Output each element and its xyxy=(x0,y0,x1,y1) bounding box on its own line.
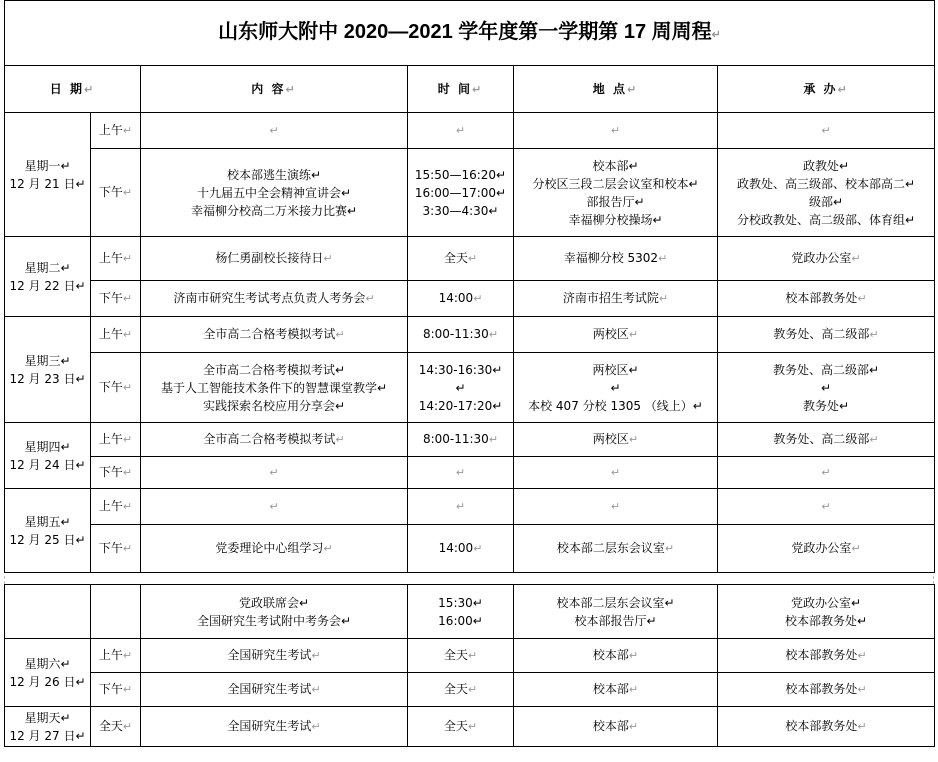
cell-text: 全天 xyxy=(98,719,123,733)
page-title xyxy=(5,1,935,66)
content-cell xyxy=(141,317,408,353)
table-row xyxy=(5,353,935,423)
time-cell xyxy=(408,489,514,525)
cell-text: 上午 xyxy=(98,648,123,662)
host-cell xyxy=(718,353,935,423)
host-cell xyxy=(718,525,935,573)
schedule-table-top xyxy=(4,0,935,573)
day-name: 星期二↵ xyxy=(24,260,71,275)
host-cell xyxy=(718,457,935,489)
cell-text: 杨仁勇副校长接待日 xyxy=(215,251,324,265)
para-mark: ↵ xyxy=(311,683,321,696)
period-cell xyxy=(91,237,141,281)
content-cell xyxy=(141,639,408,673)
para-mark: ↵ xyxy=(455,500,466,513)
host-cell xyxy=(718,281,935,317)
cell-text: 校本部教务处 xyxy=(785,648,858,662)
para-mark: ↵ xyxy=(610,124,621,137)
para-mark: ↵ xyxy=(122,500,133,513)
day-name: 星期天↵ xyxy=(24,710,71,725)
day-name: 星期三↵ xyxy=(24,353,71,368)
time-cell xyxy=(408,423,514,457)
time-cell xyxy=(408,525,514,573)
cell-text: 下午 xyxy=(98,291,123,305)
time-cell xyxy=(408,707,514,747)
day-name: 星期六↵ xyxy=(24,656,71,671)
time-cell xyxy=(408,353,514,423)
cell-line: 校本部二层东会议室↵ xyxy=(556,595,675,610)
place-cell xyxy=(514,585,718,639)
cell-text: 教务处、高二级部 xyxy=(773,327,870,341)
table-row xyxy=(5,525,935,573)
para-mark: ↵ xyxy=(869,328,879,341)
day-name: 星期四↵ xyxy=(24,439,71,454)
period-cell xyxy=(91,707,141,747)
cell-line: 党政办公室↵ xyxy=(790,595,862,610)
para-mark: ↵ xyxy=(122,542,133,555)
para-mark: ↵ xyxy=(122,683,133,696)
content-cell xyxy=(141,489,408,525)
para-mark: ↵ xyxy=(269,466,279,479)
table-row xyxy=(5,149,935,237)
cell-line: 实践探索名校应用分享会↵ xyxy=(202,398,346,413)
period-cell xyxy=(91,113,141,149)
cell-text: 上午 xyxy=(98,499,123,513)
para-mark: ↵ xyxy=(658,252,668,265)
host-cell xyxy=(718,317,935,353)
place-cell xyxy=(514,237,718,281)
table-row xyxy=(5,489,935,525)
para-mark: ↵ xyxy=(455,124,466,137)
para-mark: ↵ xyxy=(323,542,333,555)
content-cell xyxy=(141,149,408,237)
host-cell xyxy=(718,489,935,525)
day-cell xyxy=(5,423,91,489)
cell-line: 15:30↵ xyxy=(438,595,483,610)
day-date: 12 月 23 日↵ xyxy=(9,371,86,386)
cell-text: 下午 xyxy=(98,465,123,479)
para-mark: ↵ xyxy=(122,433,133,446)
cell-line: 级部↵ xyxy=(808,194,844,209)
cell-text: 全天 xyxy=(443,719,468,733)
table-row xyxy=(5,237,935,281)
period-cell xyxy=(91,673,141,707)
cell-line: 基于人工智能技术条件下的智慧课堂教学↵ xyxy=(160,380,388,395)
cell-line: 十九届五中全会精神宣讲会↵ xyxy=(196,185,352,200)
cell-line: 幸福柳分校操场↵ xyxy=(568,212,663,227)
para-mark: ↵ xyxy=(365,292,375,305)
cell-line: 教务处↵ xyxy=(802,398,850,413)
content-cell xyxy=(141,585,408,639)
cell-line: 15:50—16:20↵ xyxy=(414,167,507,182)
day-date: 12 月 21 日↵ xyxy=(9,176,86,191)
cell-line: 部报告厅↵ xyxy=(586,194,645,209)
day-cell xyxy=(5,237,91,317)
cell-line: 分校政教处、高二级部、体育组↵ xyxy=(736,212,916,227)
cell-text: 党政办公室 xyxy=(791,251,852,265)
cell-text: 全天 xyxy=(443,682,468,696)
period-cell xyxy=(91,317,141,353)
para-mark: ↵ xyxy=(335,328,345,341)
title-text: 山东师大附中 2020—2021 学年度第一学期第 17 周周程 xyxy=(218,20,712,43)
cell-text: 全国研究生考试 xyxy=(227,648,312,662)
place-cell xyxy=(514,317,718,353)
para-mark: ↵ xyxy=(467,252,478,265)
header-content: 内 容↵ xyxy=(141,66,408,113)
cell-text: 下午 xyxy=(98,380,123,394)
table-row xyxy=(5,317,935,353)
para-mark: ↵ xyxy=(122,720,133,733)
period-cell xyxy=(91,353,141,423)
para-mark: ↵ xyxy=(467,649,478,662)
para-mark: ↵ xyxy=(488,433,499,446)
period-cell xyxy=(91,489,141,525)
cell-line: 校本部报告厅↵ xyxy=(574,613,657,628)
place-cell xyxy=(514,707,718,747)
day-cell xyxy=(5,585,91,639)
table-row xyxy=(5,707,935,747)
table-row xyxy=(5,673,935,707)
header-time: 时 间↵ xyxy=(408,66,514,113)
cell-text: 党委理论中心组学习 xyxy=(215,541,324,555)
cell-text: 上午 xyxy=(98,327,123,341)
para-mark: ↵ xyxy=(658,292,669,305)
para-mark: ↵ xyxy=(628,683,639,696)
para-mark: ↵ xyxy=(628,720,639,733)
para-mark: ↵ xyxy=(488,328,499,341)
time-cell xyxy=(408,317,514,353)
cell-line: 幸福柳分校高二万米接力比赛↵ xyxy=(190,203,358,218)
day-date: 12 月 27 日↵ xyxy=(9,728,86,743)
content-cell xyxy=(141,113,408,149)
cell-text: 校本部教务处 xyxy=(785,682,858,696)
para-mark: ↵ xyxy=(467,683,478,696)
place-cell xyxy=(514,281,718,317)
cell-text: 全天 xyxy=(443,251,468,265)
cell-text: 全市高二合格考模拟考试 xyxy=(203,432,336,446)
cell-line: 校本部↵ xyxy=(592,158,639,173)
cell-text: 全国研究生考试 xyxy=(227,682,312,696)
para-mark: ↵ xyxy=(857,292,867,305)
para-mark: ↵ xyxy=(311,649,321,662)
para-mark: ↵ xyxy=(122,252,133,265)
cell-text: 8:00-11:30 xyxy=(422,327,489,341)
cell-line: ↵ xyxy=(820,380,832,395)
para-mark: ↵ xyxy=(628,328,639,341)
para-mark: ↵ xyxy=(857,720,867,733)
para-mark: ↵ xyxy=(610,500,621,513)
cell-text: 校本部 xyxy=(592,682,629,696)
cell-text: 校本部 xyxy=(592,648,629,662)
cell-text: 教务处、高二级部 xyxy=(773,432,870,446)
content-cell xyxy=(141,457,408,489)
place-cell xyxy=(514,149,718,237)
time-cell xyxy=(408,457,514,489)
cell-line: 两校区↵ xyxy=(592,362,639,377)
cell-line: 政教处、高三级部、校本部高二↵ xyxy=(736,176,916,191)
content-cell xyxy=(141,707,408,747)
host-cell xyxy=(718,639,935,673)
cell-text: 两校区 xyxy=(592,327,629,341)
cell-line: 分校区三段二层会议室和校本↵ xyxy=(532,176,699,191)
day-date: 12 月 24 日↵ xyxy=(9,457,86,472)
content-cell xyxy=(141,673,408,707)
para-mark: ↵ xyxy=(821,466,831,479)
page-break xyxy=(4,576,934,584)
para-mark: ↵ xyxy=(628,649,639,662)
place-cell xyxy=(514,639,718,673)
para-mark: ↵ xyxy=(664,542,675,555)
day-name: 星期五↵ xyxy=(24,514,71,529)
place-cell xyxy=(514,489,718,525)
place-cell xyxy=(514,525,718,573)
cell-text: 两校区 xyxy=(592,432,629,446)
cell-line: 16:00↵ xyxy=(438,613,483,628)
para-mark: ↵ xyxy=(473,542,483,555)
day-date: 12 月 22 日↵ xyxy=(9,278,86,293)
time-cell xyxy=(408,585,514,639)
table-row xyxy=(5,113,935,149)
cell-text: 济南市招生考试院 xyxy=(562,291,659,305)
cell-line: 本校 407 分校 1305 （线上）↵ xyxy=(528,398,703,413)
period-cell xyxy=(91,423,141,457)
table-row xyxy=(5,423,935,457)
content-cell xyxy=(141,423,408,457)
day-cell xyxy=(5,707,91,747)
para-mark: ↵ xyxy=(122,466,133,479)
table-row xyxy=(5,281,935,317)
host-cell xyxy=(718,423,935,457)
content-cell xyxy=(141,281,408,317)
cell-line: ↵ xyxy=(610,380,621,395)
para-mark: ↵ xyxy=(821,124,831,137)
place-cell xyxy=(514,113,718,149)
cell-text: 14:00 xyxy=(438,541,474,555)
day-date: 12 月 26 日↵ xyxy=(9,674,86,689)
para-mark: ↵ xyxy=(122,381,133,394)
cell-text: 校本部教务处 xyxy=(785,291,858,305)
cell-text: 下午 xyxy=(98,541,123,555)
cell-text: 全天 xyxy=(443,648,468,662)
cell-line: 党政联席会↵ xyxy=(238,595,310,610)
header-host: 承 办↵ xyxy=(718,66,935,113)
content-cell xyxy=(141,525,408,573)
cell-line: 全市高二合格考模拟考试↵ xyxy=(202,362,346,377)
day-cell xyxy=(5,489,91,573)
cell-line: 14:20-17:20↵ xyxy=(418,398,503,413)
cell-text: 上午 xyxy=(98,123,123,137)
cell-text: 幸福柳分校 5302 xyxy=(563,251,659,265)
para-mark: ↵ xyxy=(473,292,483,305)
day-date: 12 月 25 日↵ xyxy=(9,532,86,547)
para-mark: ↵ xyxy=(628,433,639,446)
para-mark: ↵ xyxy=(857,683,867,696)
para-mark: ↵ xyxy=(335,433,345,446)
para-mark: ↵ xyxy=(269,124,279,137)
day-cell xyxy=(5,639,91,707)
cell-text: 上午 xyxy=(98,251,123,265)
para-mark: ↵ xyxy=(122,328,133,341)
place-cell xyxy=(514,673,718,707)
place-cell xyxy=(514,423,718,457)
content-cell xyxy=(141,237,408,281)
table-row xyxy=(5,585,935,639)
host-cell xyxy=(718,149,935,237)
para-mark: ↵ xyxy=(610,466,621,479)
schedule-table-bottom xyxy=(4,584,935,747)
day-cell xyxy=(5,113,91,237)
para-mark: ↵ xyxy=(122,124,133,137)
period-cell xyxy=(91,585,141,639)
cell-text: 济南市研究生考试考点负责人考务会 xyxy=(173,291,366,305)
para-mark: ↵ xyxy=(821,500,831,513)
para-mark: ↵ xyxy=(122,292,133,305)
period-cell xyxy=(91,457,141,489)
para-mark: ↵ xyxy=(711,28,721,41)
cell-text: 上午 xyxy=(98,432,123,446)
para-mark: ↵ xyxy=(869,433,879,446)
period-cell xyxy=(91,639,141,673)
host-cell xyxy=(718,585,935,639)
para-mark: ↵ xyxy=(467,720,478,733)
para-mark: ↵ xyxy=(269,500,279,513)
para-mark: ↵ xyxy=(311,720,321,733)
cell-line: 14:30-16:30↵ xyxy=(418,362,503,377)
place-cell xyxy=(514,353,718,423)
cell-line: 校本部逃生演练↵ xyxy=(226,167,322,182)
cell-text: 校本部二层东会议室 xyxy=(556,541,665,555)
cell-line: ↵ xyxy=(455,380,466,395)
table-row xyxy=(5,639,935,673)
place-cell xyxy=(514,457,718,489)
header-date: 日 期↵ xyxy=(5,66,141,113)
host-cell xyxy=(718,237,935,281)
host-cell xyxy=(718,113,935,149)
period-cell xyxy=(91,149,141,237)
para-mark: ↵ xyxy=(122,649,133,662)
cell-line: 校本部教务处↵ xyxy=(784,613,868,628)
period-cell xyxy=(91,281,141,317)
time-cell xyxy=(408,149,514,237)
time-cell xyxy=(408,673,514,707)
cell-text: 8:00-11:30 xyxy=(422,432,489,446)
cell-text: 全市高二合格考模拟考试 xyxy=(203,327,336,341)
time-cell xyxy=(408,237,514,281)
para-mark: ↵ xyxy=(857,649,867,662)
cell-text: 全国研究生考试 xyxy=(227,719,312,733)
para-mark: ↵ xyxy=(455,466,466,479)
time-cell xyxy=(408,281,514,317)
day-name: 星期一↵ xyxy=(24,158,71,173)
para-mark: ↵ xyxy=(851,252,861,265)
time-cell xyxy=(408,639,514,673)
time-cell xyxy=(408,113,514,149)
content-cell xyxy=(141,353,408,423)
cell-line: 16:00—17:00↵ xyxy=(414,185,507,200)
day-cell xyxy=(5,317,91,423)
cell-text: 下午 xyxy=(98,185,123,199)
para-mark: ↵ xyxy=(122,186,133,199)
cell-text: 校本部 xyxy=(592,719,629,733)
cell-line: 政教处↵ xyxy=(802,158,850,173)
para-mark: ↵ xyxy=(851,542,861,555)
para-mark: ↵ xyxy=(323,252,333,265)
cell-line: 教务处、高二级部↵ xyxy=(772,362,880,377)
period-cell xyxy=(91,525,141,573)
cell-line: 3:30—4:30↵ xyxy=(422,203,499,218)
cell-text: 下午 xyxy=(98,682,123,696)
cell-line: 全国研究生考试附中考务会↵ xyxy=(196,613,352,628)
host-cell xyxy=(718,673,935,707)
header-place: 地 点↵ xyxy=(514,66,718,113)
table-row xyxy=(5,457,935,489)
cell-text: 党政办公室 xyxy=(791,541,852,555)
cell-text: 14:00 xyxy=(438,291,474,305)
host-cell xyxy=(718,707,935,747)
cell-text: 校本部教务处 xyxy=(785,719,858,733)
